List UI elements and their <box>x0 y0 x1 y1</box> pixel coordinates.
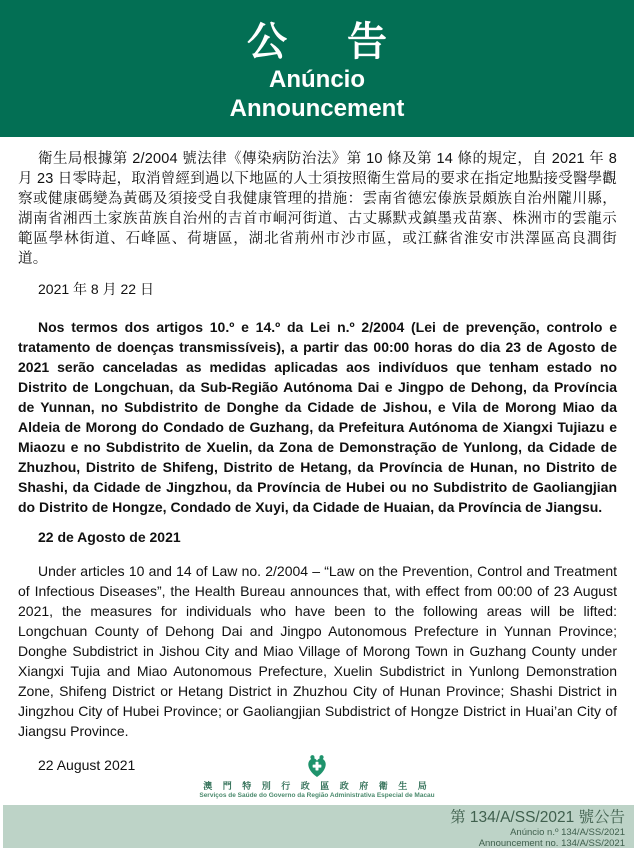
announcement-number-zh: 第 134/A/SS/2021 號公告 <box>450 809 625 826</box>
date-portuguese: 22 de Agosto de 2021 <box>38 529 181 545</box>
bureau-name-zh: 澳 門 特 別 行 政 區 政 府 衛 生 局 <box>203 781 431 792</box>
health-bureau-logo-block <box>0 753 634 799</box>
paragraph-portuguese: Nos termos dos artigos 10.º e 14.º da Lei n.º 2/2004 (Lei de prevenção, controlo e tratamento de doenças transmissíveis), a partir das 00:00 horas do dia 23 de Agosto de 2021 serão canceladas as medidas aplicadas aos indivíduos que tenham estado no Distrito de Longchuan, da Sub-Região Autónoma Dai e Jingpo de Dehong, da Província de Yunnan, no Subdistrito de Donghe da Cidade de Jishou, e Vila de Morong Miao da Aldeia de Morong do Condado de Guzhang, da Prefeitura Autónoma de Xiangxi Tujiazu e Miaozu e no Subdistrito de Xuelin, da Zona de Demonstração de Yunlong, da Cidade de Zhuzhou, Distrito de Shifeng, Distrito de Hetang, da Província de Hunan, no Distrito de Shashi, da Cidade de Jingzhou, da Província de Hubei ou no Subdistrito de Gaoliangjian do Distrito de Hongze, Condado de Xuyi, da Cidade de Huaian, da Província de Jiangsu. <box>18 319 617 515</box>
paragraph-english: Under articles 10 and 14 of Law no. 2/2004 – “Law on the Prevention, Control and Treatment of Infectious Diseases”, the Health Bureau announces that, with effect from 00:00 of 23 August 2021, the measures for individuals who have been to the following areas will be lifted: Longchuan County of Dehong Dai and Jingpo Autonomous Prefecture in Yunnan Province; Donghe Subdistrict in Jishou City and Miao Village of Morong Town in Guzhang County under Xiangxi Tujia and Miao Autonomous Prefecture, Xuelin Subdistrict in Yunlong Demonstration Zone, Shifeng District or Hetang District in Zhuzhou City of Hunan Province; Shashi District in Jingzhou City of Hubei Province; or Gaoliangjian Subdistrict of Hongze District in Huai’an City of Jiangsu Province. <box>18 563 617 739</box>
page-title-pt: Anúncio <box>269 65 365 93</box>
paragraph-chinese: 衛生局根據第 2/2004 號法律《傳染病防治法》第 10 條及第 14 條的規定，自 2021 年 8 月 23 日零時起，取消曾經到過以下地區的人士須按照衛生當局的要求在指定地點接受醫學觀察或健康碼變為黃碼及須接受自我健康管理的措施：雲南省德宏傣族景頗族自治州隴川縣，湖南省湘西土家族苗族自治州的吉首市峒河街道、古丈縣默戎鎮墨戎苗寨、株洲市的雲龍示範區學林街道、石峰區、荷塘區，湖北省荊州市沙市區，或江蘇省淮安市洪澤區高良澗街道。 <box>18 151 617 267</box>
reference-number-bar <box>3 805 634 848</box>
date-english: 22 August 2021 <box>38 757 136 773</box>
announcement-body <box>0 137 634 775</box>
bureau-name-pt: Serviços de Saúde do Governo da Região Administrativa Especial de Macau <box>199 791 435 799</box>
heart-cross-logo-icon <box>304 753 330 779</box>
announcement-number-pt: Anúncio n.º 134/A/SS/2021 <box>510 827 625 838</box>
header-banner <box>0 0 634 137</box>
announcement-number-en: Announcement no. 134/A/SS/2021 <box>478 838 625 849</box>
page-title-en: Announcement <box>229 94 405 122</box>
page-title-zh: 公 告 <box>247 19 397 64</box>
date-chinese: 2021 年 8 月 22 日 <box>38 281 154 297</box>
